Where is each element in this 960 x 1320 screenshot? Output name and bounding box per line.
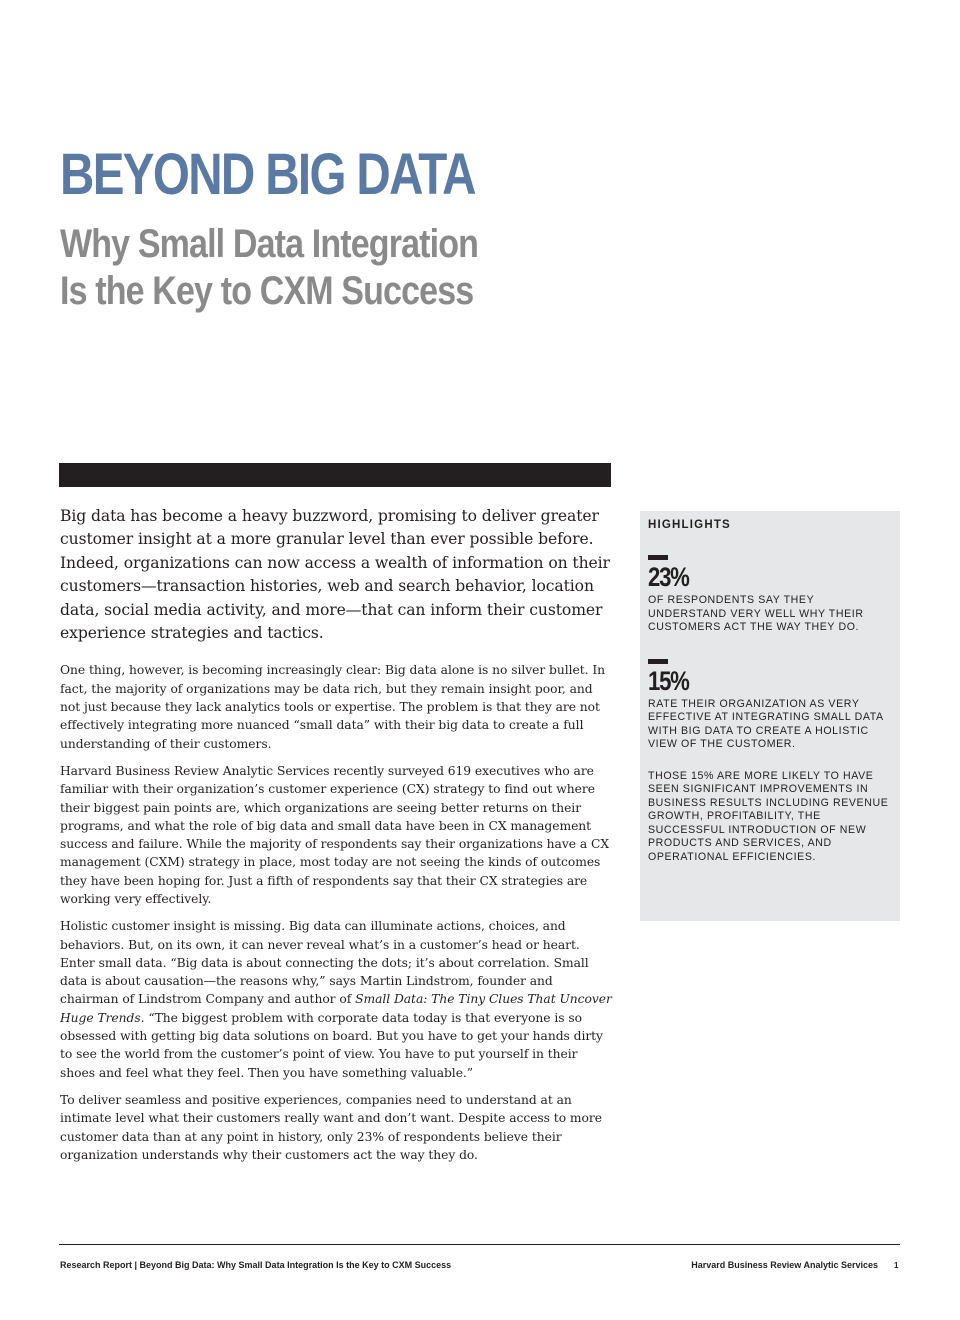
paragraph-3-text-b: . “The biggest problem with corporate data today is that everyone is so obsessed with getting big data solutions on board. But you have to get your hands dirty to see the world from the customer’s point of view. You have to put yourself in their shoes and feel what they feel. Then you have something valuable.” [60,1010,603,1080]
paragraph-3-text-a: Holistic customer insight is missing. Big data can illuminate actions, choices, and behaviors. But, on its own, it can never reveal what’s in a customer’s head or heart. Enter small data. “Big data is about connecting the dots; it’s about correlation. Small data is about causation—the reasons why,” says Martin Lindstrom, founder and chairman of Lindstrom Company and author of [60,919,589,1007]
body-paragraph-2: Harvard Business Review Analytic Services recently surveyed 619 executives who are familiar with their organization’s customer experience (CX) strategy to find out where their biggest pain points are, which organizations are seeing better returns on their programs, and what the role of big data and small data have been in CX management success and failure. While the majority of respondents say their organizations have a CX management (CXM) strategy in place, most today are not seeing the kinds of outcomes they have been hoping for. Just a fifth of respondents say that their CX strategies are working very effectively. [60,763,610,906]
highlight-stat-2 [648,659,892,752]
section-divider-bar [59,463,611,487]
footer-divider [59,1244,900,1245]
footer-report-title: Research Report | Beyond Big Data: Why Small Data Integration Is the Key to CXM Success [60,1260,452,1270]
report-title: BEYOND BIG DATA [60,142,475,207]
lead-paragraph: Big data has become a heavy buzzword, promising to deliver greater customer insight at a more granular level than ever possible before. Indeed, organizations can now access a wealth of information on their customers—transaction histories, web and search behavior, location data, social media activity, and more—that can inform their customer experience strategies and tactics. [60,507,610,643]
subtitle-line-1: Why Small Data Integration [60,222,479,266]
highlights-title: HIGHLIGHTS [648,519,731,531]
stat-description: RATE THEIR ORGANIZATION AS VERY EFFECTIVE AT INTEGRATING SMALL DATA WITH BIG DATA TO CREATE A HOLISTIC VIEW OF THE CUSTOMER. [648,697,884,750]
highlight-note: THOSE 15% ARE MORE LIKELY TO HAVE SEEN SIGNIFICANT IMPROVEMENTS IN BUSINESS RESULTS INCLUDING REVENUE GROWTH, PROFITABILITY, THE SUCCESSFUL INTRODUCTION OF NEW PRODUCTS AND SERVICES, AND OPERATIONAL EFFICIENCIES. [648,769,889,863]
book-title: Small Data: The Tiny Clues That Uncover Huge Trends [60,992,612,1025]
body-paragraph-4: To deliver seamless and positive experiences, companies need to understand at an intimate level what their customers really want and don’t want. Despite access to more customer data than at any point in history, only 23% of respondents believe their organization understands why their customers act the way they do. [60,1092,602,1162]
main-text-column [60,505,612,1173]
footer-publisher: Harvard Business Review Analytic Services [691,1260,878,1270]
highlight-stat-1 [648,555,892,635]
stat-value: 23% [648,562,689,592]
highlights-sidebar [640,511,900,921]
stat-value: 15% [648,665,689,696]
subtitle-line-2: Is the Key to CXM Success [60,269,474,313]
stat-description: OF RESPONDENTS SAY THEY UNDERSTAND VERY WELL WHY THEIR CUSTOMERS ACT THE WAY THEY DO. [648,594,864,633]
page-number: 1 [894,1261,899,1270]
body-paragraph-1: One thing, however, is becoming increasingly clear: Big data alone is no silver bullet. In fact, the majority of organizations may be data rich, but they remain insight poor, and not just because they lack analytics tools or expertise. The problem is that they are not effectively integrating more nuanced “small data” with their big data to create a full understanding of their customers. [60,663,606,751]
body-paragraph-3 [60,917,612,1082]
report-subtitle [60,221,478,315]
stat-dash [648,555,668,560]
stat-dash [648,659,668,664]
